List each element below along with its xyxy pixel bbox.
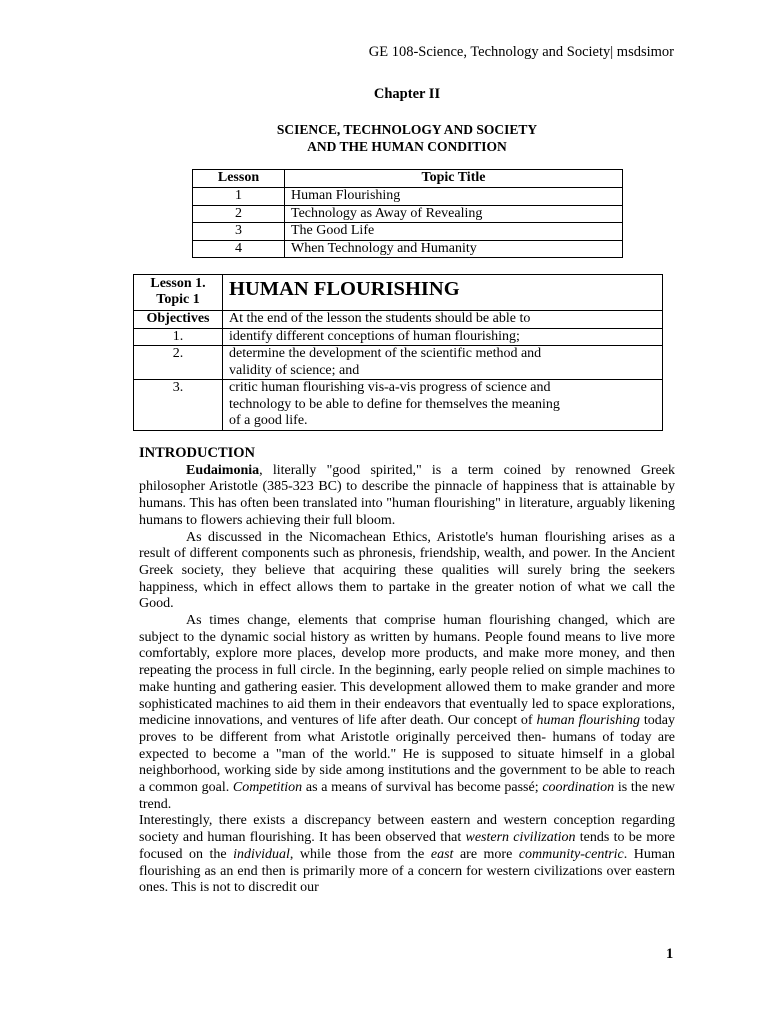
lesson-number: 3 [193,223,285,241]
paragraph-text: tends to be more focused on the [139,830,675,862]
paragraph-text: As times change, elements that comprise human flourishing changed, which are subject to the dynamic social history as written by humans. People found means to live more comfortably, explore more places, develop more products, and make more money, and then repeating the process in full circle. In the beginning, early people relied on simple machines to make hunting and gathering easier. This development allowed them to make grander and more sophisticated machines to aid them in their endeavors that eventually led to space explorations, medicine innovations, and ventures of life after death. Our concept of [139,613,675,729]
table-row [134,346,663,380]
emphasis: east [430,846,454,862]
table-row [134,311,663,329]
chapter-title-line-2: AND THE HUMAN CONDITION [307,139,507,154]
objective-line: identify different conceptions of human flourishing; [229,328,520,344]
emphasis: individual [233,846,290,862]
table-row [134,328,663,346]
objective-line: technology to be able to define for themselves the meaning [229,396,560,412]
objectives-label: Objectives [134,311,223,329]
emphasis: community-centric [518,846,624,862]
lessons-table-header-row [193,170,623,188]
paragraph-text: Interestingly, there exists a discrepancy between eastern and western conception regarding society and human flourishing. It has been observed that [139,813,675,846]
emphasis: human flourishing [536,713,640,729]
lesson-topic: The Good Life [285,223,623,241]
chapter-label: Chapter II [373,86,441,102]
paragraph [139,463,675,530]
introduction-heading: INTRODUCTION [139,445,256,461]
objective-number: 2. [134,346,223,380]
running-head: GE 108-Science, Technology and Society| msdsimor [368,44,674,60]
page-number: 1 [666,946,674,962]
emphasis: Competition [232,780,303,796]
objective-line: critic human flourishing vis-a-vis progress of science and [229,380,551,395]
lessons-col-header-lesson: Lesson [193,170,285,188]
lesson-label: Lesson 1. [150,276,206,291]
lesson-topic-label [134,275,223,311]
paragraph-text: as a means of survival has become passé; [302,780,543,796]
topic-label: Topic 1 [156,292,200,307]
lesson-topic: When Technology and Humanity [285,240,623,258]
objective-line: validity of science; and [229,362,360,378]
objectives-intro: At the end of the lesson the students should be able to [223,311,663,329]
table-row [134,275,663,311]
lesson-topic: Technology as Away of Revealing [285,205,623,223]
objective-text [223,346,663,380]
lesson-topic: Human Flourishing [285,188,623,206]
paragraph [139,613,675,813]
objectives-table [133,274,663,431]
emphasis: western civilization [465,830,576,846]
lesson-number: 1 [193,188,285,206]
table-row [193,223,623,241]
lesson-number: 4 [193,240,285,258]
paragraph-text: . Human flourishing as an end then is primarily more of a concern for western civilizations over eastern ones. This is not to discredit our [139,846,675,896]
paragraph-text: , literally "good spirited," is a term coined by renowned Greek philosopher Aristotle (385-323 BC) to describe the pinnacle of happiness that is attainable by humans. This has often been translated into "human flourishing" in literature, arguably likening humans to flowers achieving their full bloom. [139,462,675,528]
objective-line: determine the development of the scientific method and [229,346,542,361]
objective-text [223,328,663,346]
paragraph-text: today proves to be different from what Aristotle originally perceived then- humans of today are expected to become a "man of the world." He is supposed to situate himself in a global neighborhood, working side by side among institutions and the government to be able to reach a common goal. [139,713,675,796]
paragraph [139,813,675,897]
chapter-title-line-1: SCIENCE, TECHNOLOGY AND SOCIETY [276,122,538,137]
paragraph-text: is the new trend. [139,780,675,812]
chapter-title [0,121,768,155]
emphasis: coordination [542,780,615,796]
objective-number: 1. [134,328,223,346]
lessons-table [192,169,623,258]
term-eudaimonia: Eudaimonia [186,462,260,478]
table-row [193,205,623,223]
introduction-section [139,445,675,897]
paragraph: As discussed in the Nicomachean Ethics, Aristotle's human flourishing arises as a result of different components such as phronesis, friendship, wealth, and power. In the Ancient Greek society, they believe that acquiring these qualities will surely bring the seekers happiness, which in effect allows them to partake in the greater notion of what we call the Good. [139,529,675,612]
objective-line: of a good life. [229,413,308,428]
paragraph-text: are more [453,846,519,862]
objective-text [223,380,663,431]
lesson-number: 2 [193,205,285,223]
lessons-col-header-topic: Topic Title [285,170,623,188]
table-row [134,380,663,431]
objective-number: 3. [134,380,223,431]
lesson-heading: HUMAN FLOURISHING [223,275,663,311]
table-row [193,188,623,206]
table-row [193,240,623,258]
paragraph-text: , while those from the [289,846,431,862]
